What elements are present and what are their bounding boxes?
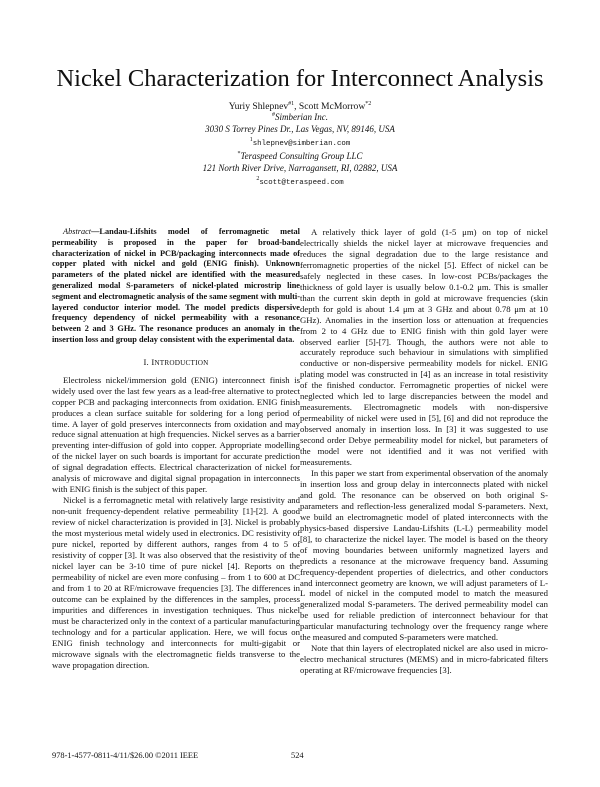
email-address: scott@teraspeed.com	[259, 179, 344, 187]
affiliation-address: 3030 S Torrey Pines Dr., Las Vegas, NV, 89146, USA	[205, 124, 395, 134]
affiliation-symbol: #	[272, 112, 275, 118]
right-column	[300, 227, 548, 676]
body-paragraph: Nickel is a ferromagnetic metal with relatively large resistivity and non-unit frequency-dependent relative permeability [1]-[2]. A good review of nickel characterization is provided in [3]. Nickel is probably the most mysterious metal widely used in electronics. DC resistivity of pure nickel, reported by different authors, ranges from 4 to 5 of resistivity of copper [3]. It was also observed that the resistivity of the nickel layer can be 3-10 time of pure nickel [4]. Reports on the permeability of nickel are even more confusing – from 1 to 600 at DC and from 1 to 20 at RF/microwave frequencies [3]. The differences in outcome can be explained by the differences in the samples, process impurities and differences in investigation techniques. Thus nickel must be characterized only in the context of a particular manufacturing technology and for a particular application. Here, we will focus on ENIG finish technology and interconnects for multi-gigabit or microwave signals with the electromagnetic fields transverse to the wave propagation direction.	[52, 495, 300, 670]
body-paragraph: Note that thin layers of electroplated nickel are also used in micro-electro mechanical structures (MEMS) and in micro-fabricated filters operating at RF/microwave frequencies [3].	[300, 643, 548, 676]
email-address: shlepnev@simberian.com	[252, 140, 351, 148]
affiliation-email	[0, 175, 600, 189]
paper-title: Nickel Characterization for Interconnect Analysis	[56, 65, 544, 92]
body-paragraph: Electroless nickel/immersion gold (ENIG) interconnect finish is widely used over the last few years as a lead-free alternative to protect copper PCB and packaging interconnects from oxidation. ENIG finish produces a clean surface suitable for soldering for a long period of time. A layer of gold preserves interconnects from oxidation and may reduce signal attenuation at high frequencies. Nickel serves as a barrier preventing inter-diffusion of gold into copper. Appropriate modelling of the nickel layer on such boards is important for accurate prediction of signal degradation effects. Electrical characterization of nickel for analysis of microwave and digital signal propagation in interconnects with ENIG finish is the subject of this paper.	[52, 374, 300, 495]
affiliation-org	[0, 150, 600, 162]
author-mark: *2	[365, 101, 372, 107]
author-name: , Scott McMorrow	[294, 101, 366, 113]
affiliation-address: 121 North River Drive, Narragansett, RI, 02882, USA	[202, 163, 398, 173]
section-heading: I. INTRODUCTION	[143, 356, 209, 367]
affiliation-name: Simberian Inc.	[275, 112, 328, 122]
left-column	[52, 227, 300, 670]
email-symbol: 1	[249, 137, 253, 143]
affiliation-org	[0, 111, 600, 123]
author-name: Yuriy Shlepnev	[228, 101, 289, 113]
author-mark: #1	[288, 101, 295, 107]
abstract	[52, 227, 300, 346]
email-symbol: 2	[256, 176, 260, 182]
abstract-label: Abstract	[63, 227, 92, 236]
body-paragraph: A relatively thick layer of gold (1-5 μm) on top of nickel electrically shields the nickel layer at microwave frequencies and reduces the signal degradation due to the large resistance and ferromagnetic properties of the nickel [5]. Effect of nickel can be safely neglected in these cases. In low-cost PCBs/packages the thickness of gold layer is usually below 0.1-0.2 μm. This is smaller than the current skin depth in gold at microwave frequencies (skin depth for gold is about 1.4 μm at 3 GHz and about 0.78 μm at 10 GHz). Anomalies in the insertion loss or attenuation at frequencies from 2 to 4 GHz due to ENIG finish with thin gold layer were observed earlier [5]-[7]. Though, the authors were not able to accurately reproduce such behaviour in simulations with simplified conductive or non-dispersive permeability models for nickel. ENIG plating model was constructed in [4] as an increase in total resistivity of the finished conductor. Ferromagnetic properties of nickel were neglected which led to large discrepancies between the model and measurements. Electromagnetic models with non-dispersive permeability of nickel were used in [5], [6] and did not reproduce the observed anomaly in insertion loss. In [3] it was suggested to use second order Debye permeability model for nickel, but parameters of the model were not identified and it was not verified with measurements.	[300, 227, 548, 468]
abstract-text: —Landau-Lifshits model of ferromagnetic metal permeability is proposed in the paper for broad-band characterization of nickel in PCB/packaging interconnects made of copper plated with nickel and gold (ENIG finish). Unknown parameters of the plated nickel are identified with the measured generalized modal S-parameters of nickel-plated microstrip line segment and electromagnetic analysis of the same segment with multi-layered conductor interior model. The model predicts dispersive frequency dependency of nickel permeability with a resonance between 2 and 3 GHz. The resonance produces an anomaly in the insertion loss and group delay consistent with the experimental data.	[52, 227, 300, 344]
body-paragraph: In this paper we start from experimental observation of the anomaly in insertion loss and group delay in interconnects plated with nickel and gold. The resonance can be observed on both original S-parameters and reflection-less generalized modal S-parameters. Next, we build an electromagnetic model of plated interconnects with the physics-based dispersive Landau-Lifshits (L-L) permeability model [8], to characterize the nickel layer. The model is based on the theory of moving boundaries between uniformly magnetized layers and predicts a resonance at the microwave frequency band. Assuming frequency-dependent properties of dielectrics, and other conductors and interconnect geometry are known, we will adjust parameters of L-L model of nickel in the computed model to match the measured generalized modal S-parameters. The derived permeability model can be used for reliable prediction of interconnect behaviour for that particular manufacturing technology over the frequency range where the measured and computed S-parameters were matched.	[300, 467, 548, 643]
affiliation-name: Teraspeed Consulting Group LLC	[240, 151, 363, 161]
footer-copyright: 978-1-4577-0811-4/11/$26.00 ©2011 IEEE	[52, 751, 199, 760]
affiliation-symbol: *	[237, 151, 241, 157]
affiliation-email	[0, 136, 600, 150]
page-number: 524	[291, 751, 304, 760]
